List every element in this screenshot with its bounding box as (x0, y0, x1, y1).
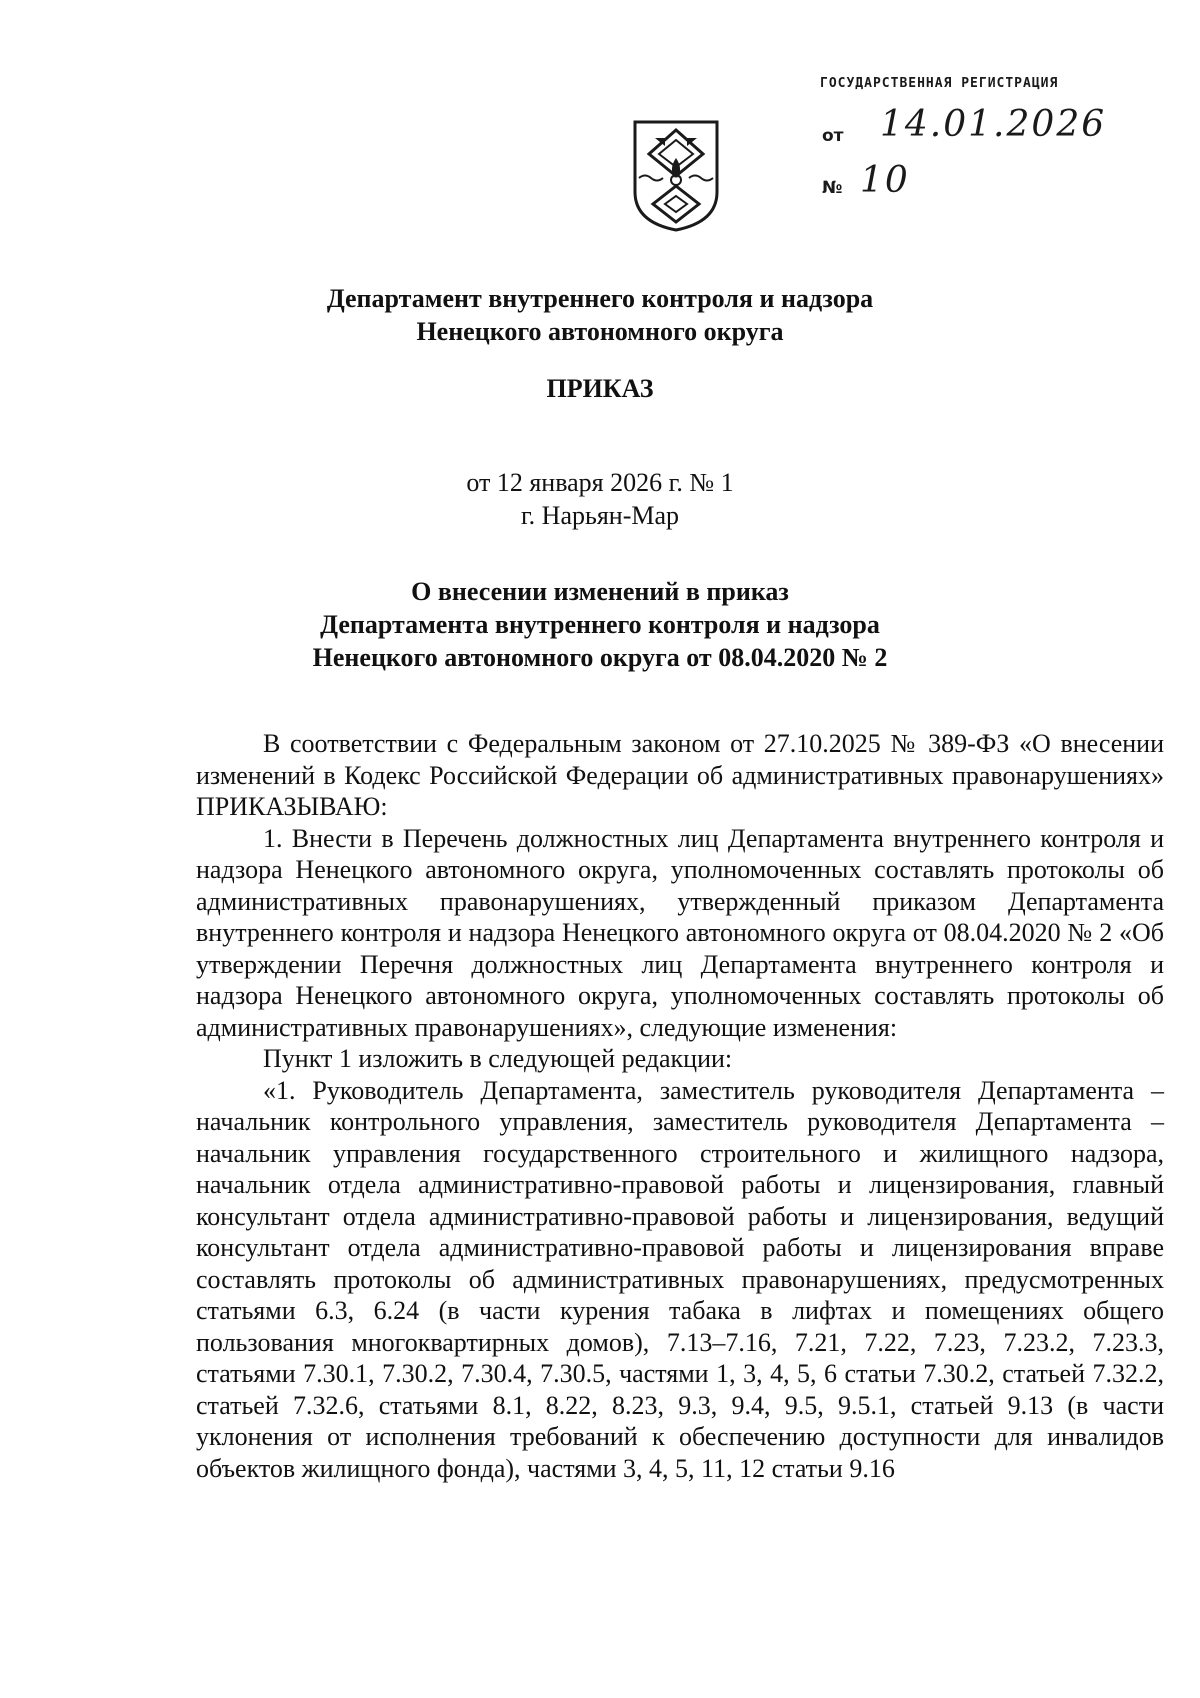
document-title-line2: Департамента внутреннего контроля и надзора (320, 610, 880, 639)
preamble-paragraph: В соответствии с Федеральным законом от 27.10.2025 № 389-ФЗ «О внесении изменений в Кодекс Российской Федерации об административных правонарушениях» ПРИКАЗЫВАЮ: (196, 729, 1164, 821)
document-type: ПРИКАЗ (546, 374, 654, 403)
document-city: г. Нарьян-Мар (520, 501, 680, 530)
nenets-coat-of-arms-icon (631, 118, 721, 234)
registration-number-label: № (822, 178, 843, 198)
quoted-point-paragraph: «1. Руководитель Департамента, заместитель руководителя Департамента – начальник контрольного управления, заместитель руководителя Департамента – начальник управления государственного строительного и жилищного надзора, начальник отдела административно-правовой работы и лицензирования, главный консультант отдела административно-правовой работы и лицензирования, ведущий консультант отдела административно-правовой работы и лицензирования вправе составлять протоколы об административных правонарушениях, предусмотренных статьями 6.3, 6.24 (в части курения табака в лифтах и помещениях общего пользования многоквартирных домов), 7.13–7.16, 7.21, 7.22, 7.23, 7.23.2, 7.23.3, статьями 7.30.1, 7.30.2, 7.30.4, 7.30.5, частями 1, 3, 4, 5, 6 статьи 7.30.2, статьей 7.32.2, статьей 7.32.6, статьями 8.1, 8.22, 8.23, 9.3, 9.4, 9.5, 9.5.1, статьей 9.13 (в части уклонения от исполнения требований к обеспечению доступности для инвалидов объектов жилищного фонда), частями 3, 4, 5, 11, 12 статьи 9.16 (196, 1075, 1164, 1483)
point-1-paragraph: Пункт 1 изложить в следующей редакции: (263, 1044, 733, 1073)
item-1-paragraph: 1. Внести в Перечень должностных лиц Департамента внутреннего контроля и надзора Ненецкого автономного округа, уполномоченных составлять протоколы об административных правонарушениях, утвержденный приказом Департамента внутреннего контроля и надзора Ненецкого автономного округа от 08.04.2020 № 2 «Об утверждении Перечня должностных лиц Департамента внутреннего контроля и надзора Ненецкого автономного округа, уполномоченных составлять протоколы об административных правонарушениях», следующие изменения: (196, 823, 1164, 1042)
registration-stamp-title: ГОСУДАРСТВЕННАЯ РЕГИСТРАЦИЯ (820, 76, 1059, 91)
document-title-line3: Ненецкого автономного округа от 08.04.2020 № 2 (312, 643, 888, 672)
registration-date: 14.01.2026 (880, 104, 1107, 145)
registration-from-label: от (822, 126, 844, 146)
document-body (196, 728, 1164, 1484)
document-title-line1: О внесении изменений в приказ (411, 577, 789, 606)
document-date-number: от 12 января 2026 г. № 1 (466, 468, 734, 497)
registration-number: 10 (860, 160, 910, 201)
department-name-line2: Ненецкого автономного округа (416, 317, 784, 346)
department-name-line1: Департамент внутреннего контроля и надзора (326, 284, 874, 313)
